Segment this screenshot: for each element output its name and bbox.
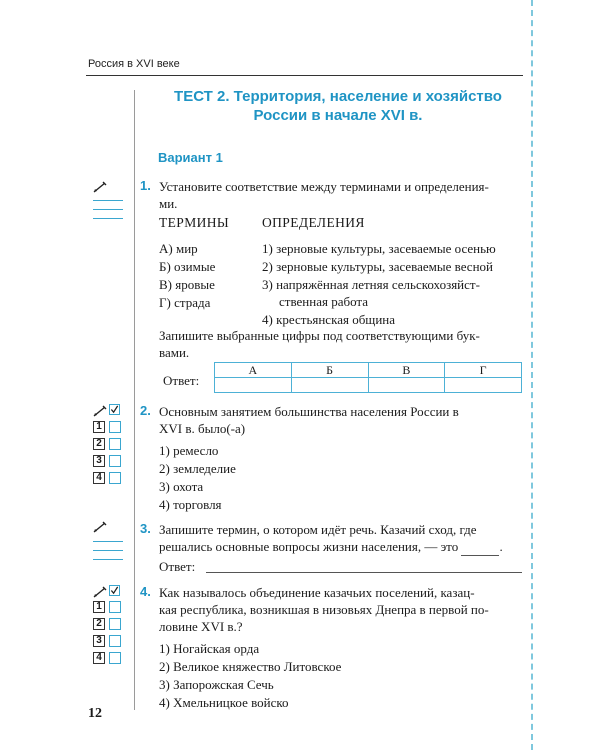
- option-number-box: 3: [93, 455, 105, 467]
- running-title: Россия в XVI веке: [88, 58, 180, 70]
- answer-line: [93, 200, 123, 201]
- option-number-box: 1: [93, 601, 105, 613]
- margin-rule: [134, 90, 135, 710]
- pencil-icon: [93, 586, 107, 598]
- answer-label: Ответ:: [159, 559, 196, 574]
- q4-text-line1: Как называлось объединение казачьих поселений, казац-: [159, 585, 475, 600]
- header-rule: [86, 75, 523, 76]
- checkbox[interactable]: [109, 585, 120, 596]
- option-answer-box[interactable]: [109, 601, 121, 613]
- table-header-a: А: [215, 363, 292, 378]
- option-answer-box[interactable]: [109, 438, 121, 450]
- term-item: А) мир: [159, 241, 198, 256]
- answer-line: [93, 559, 123, 560]
- definition-item: 2) зерновые культуры, засеваемые весной: [262, 259, 493, 274]
- q2-text: [159, 403, 523, 437]
- checkmark-icon: [110, 405, 119, 414]
- q3-text-line2: решались основные вопросы жизни населения, — это: [159, 539, 459, 554]
- answer-line-field[interactable]: [206, 572, 522, 573]
- option-item: 1) Ногайская орда: [159, 641, 260, 656]
- answer-line: [93, 550, 123, 551]
- answer-cell-b[interactable]: [291, 378, 368, 393]
- option-answer-box[interactable]: [109, 472, 121, 484]
- option-number-box: 2: [93, 618, 105, 630]
- q1-instruction: [159, 327, 523, 361]
- question-number: 4.: [140, 584, 151, 599]
- question-number: 1.: [140, 178, 151, 193]
- option-item: 1) ремесло: [159, 443, 219, 458]
- pencil-icon: [93, 181, 107, 193]
- q1-instruction-line2: вами.: [159, 345, 190, 360]
- q1-instruction-line1: Запишите выбранные цифры под соответствующими бук-: [159, 328, 480, 343]
- q3-text-line2-wrap: решались основные вопросы жизни населения, — это .: [159, 539, 503, 554]
- test-title: [145, 87, 531, 125]
- checkmark-icon: [110, 586, 119, 595]
- q2-text-line2: XVI в. было(-а): [159, 421, 246, 436]
- term-item: В) яровые: [159, 277, 215, 292]
- option-item: 3) охота: [159, 479, 204, 494]
- option-item: 4) торговля: [159, 497, 222, 512]
- option-number-box: 3: [93, 635, 105, 647]
- table-header-b: Б: [291, 363, 368, 378]
- option-item: 2) земледелие: [159, 461, 236, 476]
- q4-text-line2: кая республика, возникшая в низовьях Днепра в первой по-: [159, 602, 489, 617]
- term-item: Б) озимые: [159, 259, 216, 274]
- table-header-g: Г: [445, 363, 522, 378]
- question-number: 3.: [140, 521, 151, 536]
- page-fold-dashed-line: [531, 0, 533, 750]
- option-number-box: 4: [93, 472, 105, 484]
- q1-text-line2: ми.: [159, 196, 178, 211]
- option-number-box: 4: [93, 652, 105, 664]
- answer-table: [214, 362, 522, 393]
- term-blank[interactable]: [461, 538, 499, 556]
- page-number: 12: [88, 706, 102, 721]
- pencil-icon: [93, 405, 107, 417]
- option-number-box: 1: [93, 421, 105, 433]
- q1-text-line1: Установите соответствие между терминами и определения-: [159, 179, 489, 194]
- answer-cell-a[interactable]: [215, 378, 292, 393]
- checkbox[interactable]: [109, 404, 120, 415]
- option-answer-box[interactable]: [109, 421, 121, 433]
- test-title-line1: ТЕСТ 2. Территория, население и хозяйство: [174, 88, 502, 105]
- option-item: 3) Запорожская Сечь: [159, 677, 274, 692]
- test-title-line2: России в начале XVI в.: [253, 107, 423, 124]
- option-answer-box[interactable]: [109, 635, 121, 647]
- q3-text-line1: Запишите термин, о котором идёт речь. Казачий сход, где: [159, 522, 477, 537]
- option-number-box: 2: [93, 438, 105, 450]
- answer-label: Ответ:: [163, 373, 200, 388]
- pencil-icon: [93, 521, 107, 533]
- table-header-v: В: [368, 363, 445, 378]
- answer-cell-v[interactable]: [368, 378, 445, 393]
- answer-cell-g[interactable]: [445, 378, 522, 393]
- q1-text: [159, 178, 523, 212]
- option-answer-box[interactable]: [109, 455, 121, 467]
- q4-text-line3: ловине XVI в.?: [159, 619, 243, 634]
- question-number: 2.: [140, 403, 151, 418]
- option-item: 4) Хмельницкое войско: [159, 695, 289, 710]
- terms-header: ТЕРМИНЫ: [159, 215, 230, 230]
- answer-line: [93, 541, 123, 542]
- definition-item-continued: ственная работа: [279, 294, 369, 309]
- definition-item: 1) зерновые культуры, засеваемые осенью: [262, 241, 496, 256]
- q3-text: [159, 521, 523, 556]
- definition-item: 3) напряжённая летняя сельскохозяйст-: [262, 277, 480, 292]
- option-answer-box[interactable]: [109, 618, 121, 630]
- variant-label: Вариант 1: [158, 150, 223, 165]
- option-item: 2) Великое княжество Литовское: [159, 659, 342, 674]
- answer-line: [93, 209, 123, 210]
- q2-text-line1: Основным занятием большинства населения России в: [159, 404, 459, 419]
- q4-text: [159, 584, 523, 635]
- definition-item: 4) крестьянская община: [262, 312, 396, 327]
- option-answer-box[interactable]: [109, 652, 121, 664]
- term-item: Г) страда: [159, 295, 211, 310]
- definitions-header: ОПРЕДЕЛЕНИЯ: [262, 215, 365, 230]
- answer-line: [93, 218, 123, 219]
